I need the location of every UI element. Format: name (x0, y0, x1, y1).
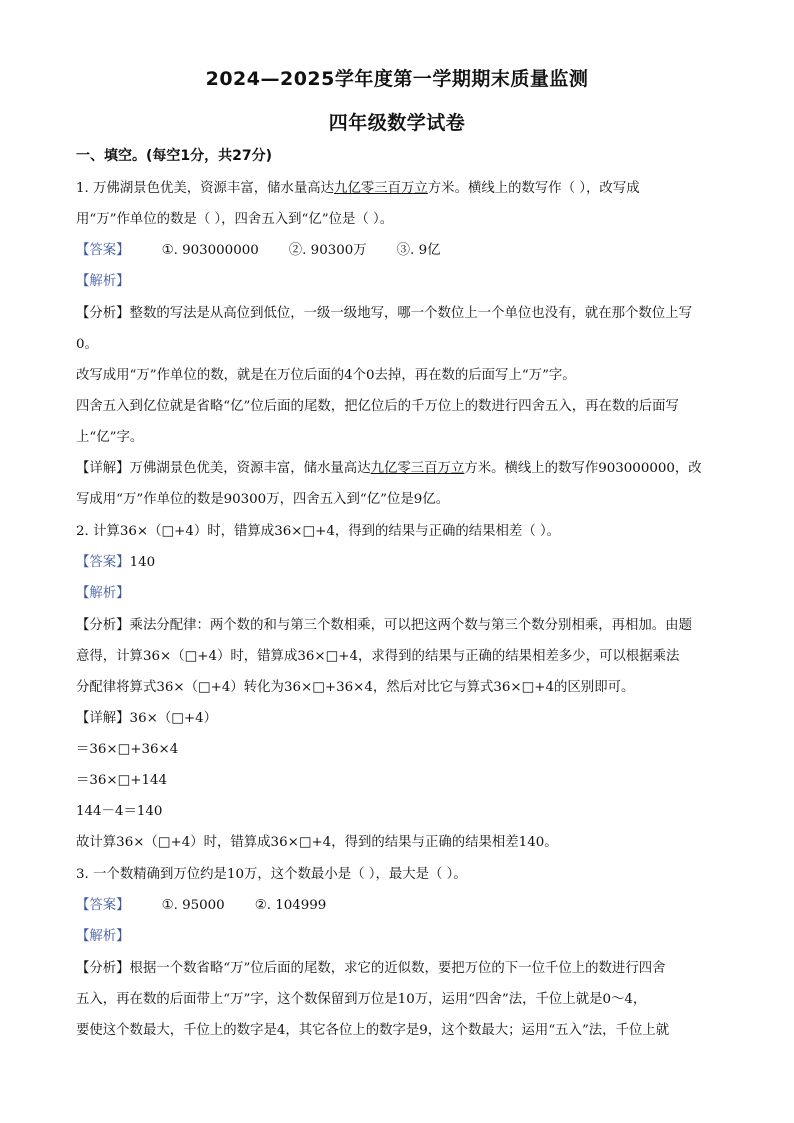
q2-detail-line: ＝36×□+36×4 (76, 742, 179, 757)
q2-detail-line: 144－4＝140 (76, 804, 163, 819)
q2-analysis-label: 【解析】 (76, 586, 130, 601)
question-3-line-1: 3. 一个数精确到万位约是10万，这个数最小是（ ），最大是（ ）。 (76, 867, 467, 882)
q1-detail-underlined: 九亿零三百万立 (370, 461, 465, 476)
q1-text: 1. 万佛湖景色优美，资源丰富，储水量高达 (76, 181, 335, 196)
q1-underlined-number: 九亿零三百万立 (334, 181, 428, 196)
exam-title: 2024—2025学年度第一学期期末质量监测 (205, 68, 589, 90)
q2-analysis-line: 【分析】乘法分配律：两个数的和与第三个数相乘，可以把这两个数与第三个数分别相乘，再相加。由题 (76, 618, 692, 633)
q2-answer-row (76, 554, 726, 572)
q1-answer-3: ③. 9亿 (396, 243, 441, 258)
q1-analysis-line: 上“亿”字。 (76, 430, 144, 445)
q1-analysis-label: 【解析】 (76, 274, 130, 289)
q3-answer-row (76, 897, 726, 915)
q1-analysis-line: 【分析】整数的写法是从高位到低位，一级一级地写，哪一个数位上一个单位也没有，就在那个数位上写 (76, 306, 692, 321)
q2-detail-line: 故计算36×（□+4）时，错算成36×□+4，得到的结果与正确的结果相差140。 (76, 835, 558, 850)
question-1-line-1 (76, 180, 726, 198)
q1-analysis-line: 四舍五入到亿位就是省略“亿”位后面的尾数，把亿位后的千万位上的数进行四舍五入，再在数的后面写 (76, 399, 679, 414)
q1-answer-row (76, 242, 726, 260)
q2-analysis-line: 意得，计算36×（□+4）时，错算成36×□+4，求得到的结果与正确的结果相差多少，可以根据乘法 (76, 649, 680, 664)
q1-text-tail: 方米。横线上的数写作（ ），改写成 (427, 181, 640, 196)
q1-detail-text: 【详解】万佛湖景色优美，资源丰富，储水量高达 (76, 461, 371, 476)
q1-detail-line: 写成用“万”作单位的数是90300万，四舍五入到“亿”位是9亿。 (76, 492, 450, 507)
q1-analysis-line: 改写成用“万”作单位的数，就是在万位后面的4个0去掉，再在数的后面写上“万”字。 (76, 368, 576, 383)
q3-answer-1: ①. 95000 (161, 898, 225, 913)
q1-analysis-line: 0。 (76, 337, 98, 352)
question-1-line-2: 用“万”作单位的数是（ ），四舍五入到“亿”位是（ ）。 (76, 212, 394, 227)
q1-answer-2: ②. 90300万 (288, 243, 367, 258)
q1-detail-line (76, 460, 726, 478)
answer-label: 【答案】 (76, 243, 130, 258)
q1-answer-1: ①. 903000000 (161, 243, 259, 258)
section-heading: 一、填空。(每空1分，共27分) (76, 148, 273, 164)
question-2-line-1: 2. 计算36×（□+4）时，错算成36×□+4，得到的结果与正确的结果相差（ ）。 (76, 524, 561, 539)
q3-analysis-line: 要使这个数最大，千位上的数字是4，其它各位上的数字是9，这个数最大；运用“五入”法，千位上就 (76, 1023, 670, 1038)
q2-detail-line: 【详解】36×（□+4） (76, 711, 217, 726)
q2-detail-line: ＝36×□+144 (76, 773, 168, 788)
q3-analysis-label: 【解析】 (76, 929, 130, 944)
exam-subtitle: 四年级数学试卷 (328, 112, 466, 134)
q2-answer: 140 (129, 555, 156, 570)
q1-detail-tail: 方米。横线上的数写作903000000，改 (464, 461, 702, 476)
q2-analysis-line: 分配律将算式36×（□+4）转化为36×□+36×4，然后对比它与算式36×□+4的区别即可。 (76, 680, 635, 695)
q3-answer-2: ②. 104999 (254, 898, 327, 913)
answer-label: 【答案】 (76, 898, 130, 913)
q3-analysis-line: 【分析】根据一个数省略“万”位后面的尾数，求它的近似数，要把万位的下一位千位上的数进行四舍 (76, 961, 666, 976)
answer-label: 【答案】 (76, 555, 130, 570)
q3-analysis-line: 五入，再在数的后面带上“万”字，这个数保留到万位是10万，运用“四舍”法，千位上就是0～4， (76, 992, 647, 1007)
